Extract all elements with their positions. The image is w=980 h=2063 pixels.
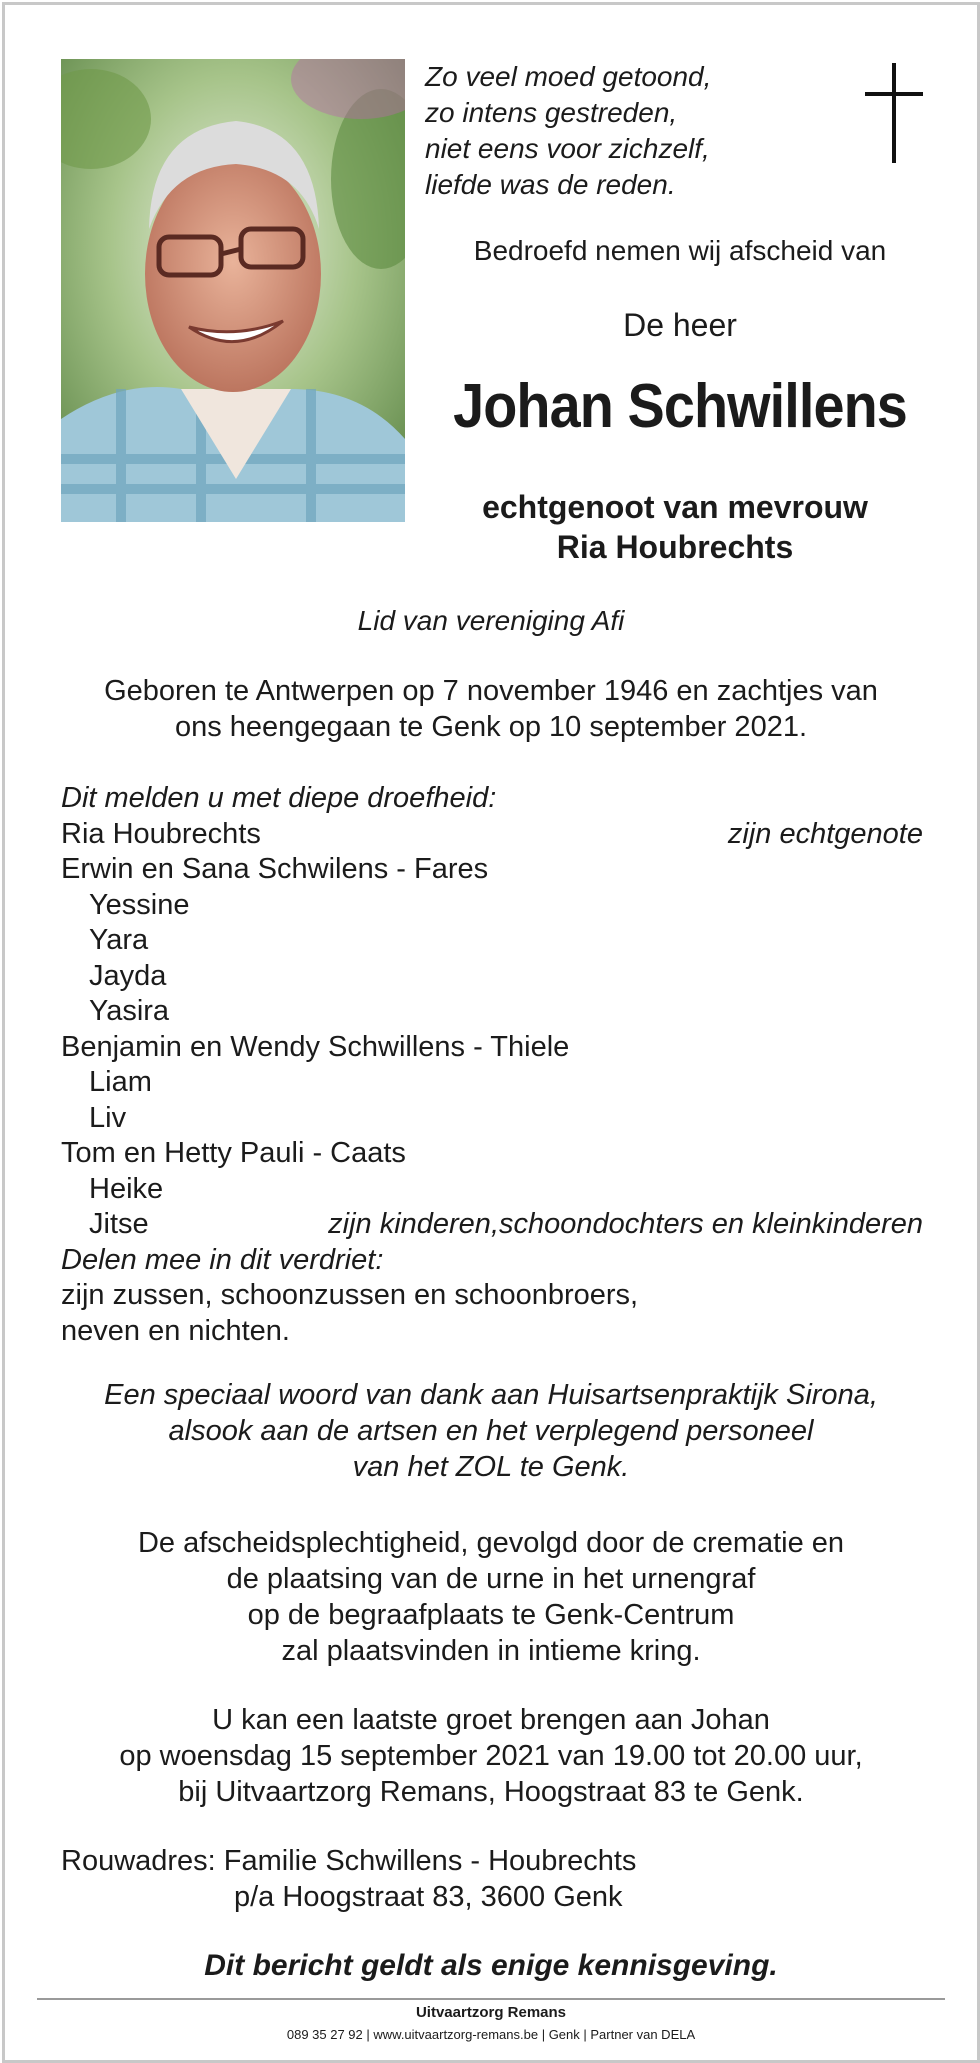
visit-line: op woensdag 15 september 2021 van 19.00 tot 20.00 uur, (119, 1740, 863, 1772)
family-relation: zijn kinderen,schoondochters en kleinkinderen (328, 1208, 923, 1240)
poem-line: Zo veel moed getoond, (425, 61, 712, 92)
portrait-photo (61, 59, 405, 522)
intro-text: Bedroefd nemen wij afscheid van (473, 235, 887, 266)
family-member: Heike (89, 1172, 164, 1205)
spouse-name: Ria Houbrechts (556, 529, 794, 565)
membership-text: Lid van vereniging Afi (357, 605, 625, 636)
share-heading: Delen mee in dit verdriet: (61, 1243, 384, 1276)
share-line: zijn zussen, schoonzussen en schoonbroers, (61, 1279, 639, 1311)
family-row (61, 817, 923, 853)
visit-line: bij Uitvaartzorg Remans, Hoogstraat 83 te Genk. (178, 1776, 804, 1808)
family-member: Yessine (89, 888, 190, 921)
born-line: ons heengegaan te Genk op 10 september 2021. (174, 711, 808, 743)
thanks-line: van het ZOL te Genk. (352, 1451, 630, 1483)
family-member: Erwin en Sana Schwilens - Fares (61, 853, 489, 885)
family-member: Yara (89, 924, 149, 956)
poem-line: zo intens gestreden, (425, 97, 678, 128)
ceremony-text (5, 1525, 977, 1669)
ceremony-line: op de begraafplaats te Genk-Centrum (247, 1599, 735, 1631)
mourning-address (61, 1843, 923, 1915)
visit-line: U kan een laatste groet brengen aan Johan (212, 1704, 770, 1736)
family-row (61, 1207, 923, 1243)
deceased-name: Johan Schwillens (453, 372, 907, 441)
cross-icon (865, 63, 925, 168)
family-member: Liv (89, 1101, 127, 1134)
family-member: Jitse (89, 1208, 149, 1240)
family-member: Tom en Hetty Pauli - Caats (61, 1137, 406, 1169)
salutation: De heer (623, 307, 737, 343)
ceremony-line: de plaatsing van de urne in het urnengraf (226, 1563, 756, 1595)
birth-death-text (5, 673, 977, 745)
obituary-card (2, 2, 980, 2063)
family-member: Yasira (89, 995, 170, 1027)
family-member: Liam (89, 1066, 152, 1098)
poem-line: liefde was de reden. (425, 169, 676, 200)
poem (425, 59, 805, 203)
family-member: Ria Houbrechts (61, 817, 261, 850)
family-heading: Dit melden u met diepe droefheid: (61, 782, 497, 814)
poem-line: niet eens voor zichzelf, (425, 133, 710, 164)
ceremony-line: De afscheidsplechtigheid, gevolgd door de crematie en (137, 1527, 845, 1559)
visitation-text (5, 1702, 977, 1810)
family-notice (61, 781, 923, 1349)
thanks-text (5, 1377, 977, 1485)
address-line: Rouwadres: Familie Schwillens - Houbrechts (61, 1845, 637, 1877)
thanks-line: alsook aan de artsen en het verplegend personeel (168, 1415, 814, 1447)
thanks-line: Een speciaal woord van dank aan Huisartsenpraktijk Sirona, (104, 1379, 878, 1411)
funeral-home-contact: 089 35 27 92 | www.uitvaartzorg-remans.be | Genk | Partner van DELA (286, 2027, 696, 2042)
family-member: Benjamin en Wendy Schwillens - Thiele (61, 1030, 570, 1063)
family-relation: zijn echtgenote (727, 817, 923, 850)
ceremony-line: zal plaatsvinden in intieme kring. (281, 1635, 701, 1667)
footer-divider (37, 1998, 945, 2000)
spouse-line: echtgenoot van mevrouw (482, 489, 868, 525)
share-line: neven en nichten. (61, 1314, 290, 1347)
spouse-info (435, 487, 915, 567)
born-line: Geboren te Antwerpen op 7 november 1946 en zachtjes van (104, 675, 878, 707)
family-member: Jayda (89, 959, 167, 992)
final-notice: Dit bericht geldt als enige kennisgeving. (204, 1949, 778, 1982)
funeral-home-name: Uitvaartzorg Remans (415, 2004, 567, 2021)
address-line: p/a Hoogstraat 83, 3600 Genk (234, 1881, 623, 1913)
